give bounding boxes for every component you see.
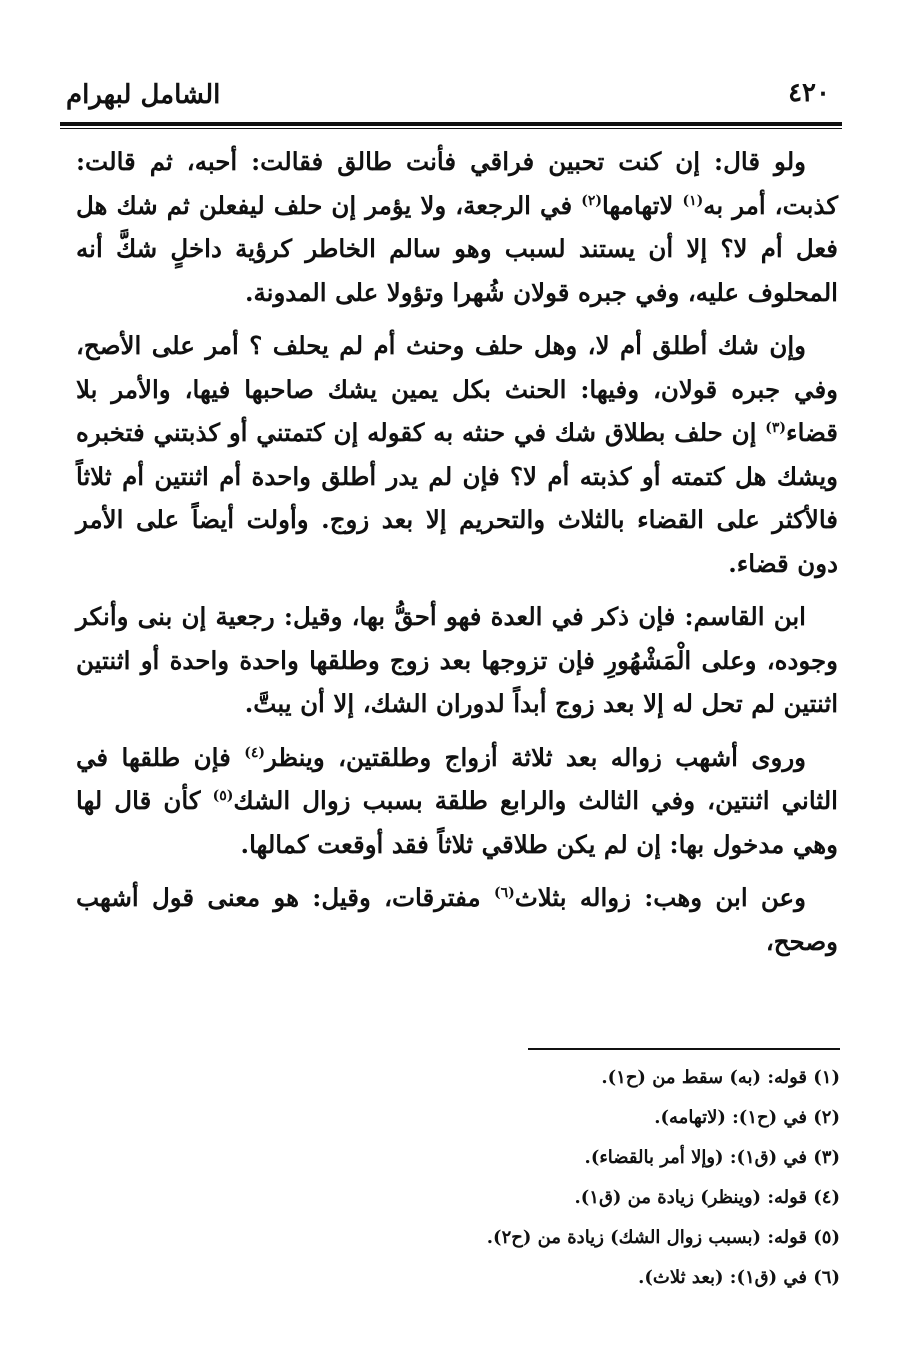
paragraph-text: ابن القاسم: فإن ذكر في العدة فهو أحقُّ بها، وقيل: رجعية إن بنى وأنكر وجوده، وعلى الْمَشْهُورِ فإن تزوجها بعد زوج وطلقها واحدة واحدة أو اثنتين اثنتين لم تحل له إلا بعد زوج أبداً لدوران الشك، إلا أن يبتَّ. xyxy=(76,602,838,718)
running-title: الشامل لبهرام xyxy=(66,80,221,110)
paragraph-text: وإن شك أطلق أم لا، وهل حلف وحنث أم لم يحلف ؟ أمر على الأصح، وفي جبره قولان، وفيها: الحنث بكل يمين يشك صاحبها فيها، والأمر بلا قضاء xyxy=(76,331,838,447)
footnote-separator xyxy=(528,1048,840,1050)
paragraph-text: ولو قال: إن كنت تحبين فراقي فأنت طالق فقالت: أحبه، ثم قالت: كذبت، أمر به xyxy=(76,147,838,220)
paragraph-text: وروى أشهب زواله بعد ثلاثة أزواج وطلقتين، وينظر xyxy=(265,742,806,772)
footnote-reference: (٣) xyxy=(765,419,787,436)
body-paragraph xyxy=(76,736,838,867)
footnote-item: (١) قوله: (به) سقط من (ح١). xyxy=(601,1067,840,1088)
footnote-reference: (٦) xyxy=(493,884,515,901)
footnote-item: (٥) قوله: (بسبب زوال الشك) زيادة من (ح٢). xyxy=(486,1227,840,1248)
paragraph-text: فإن طلقها في الثاني اثنتين، وفي الثالث والرابع طلقة بسبب زوال الشك xyxy=(76,742,838,815)
header-rule xyxy=(60,122,842,126)
footnote-item: (٢) في (ح١): (لاتهامه). xyxy=(654,1107,840,1128)
footnote-reference: (١) xyxy=(682,192,704,209)
paragraph-text: كأن قال لها وهي مدخول بها: إن لم يكن طلاقي ثلاثاً فقد أوقعت كمالها. xyxy=(76,786,838,859)
paragraph-text: إن حلف بطلاق شك في حنثه به كقوله إن كتمتني أو كذبتني فتخبره ويشك هل كتمته أو كذبته أم لا؟ فإن لم يدر أطلق واحدة أم اثنتين أم ثلاثاً فالأكثر على القضاء بالثلاث والتحريم إلا بعد زوج. وأولت أيضاً على الأمر دون قضاء. xyxy=(76,418,838,578)
footnote-item: (٤) قوله: (وينظر) زيادة من (ق١). xyxy=(574,1187,840,1208)
footnote-reference: (٥) xyxy=(212,787,234,804)
footnote-reference: (٤) xyxy=(244,744,266,761)
body-paragraph xyxy=(76,595,838,726)
page-header xyxy=(60,72,842,122)
main-text xyxy=(76,140,838,973)
paragraph-text: لاتهامها xyxy=(601,190,683,220)
footnotes xyxy=(300,1058,840,1298)
paragraph-text: مفترقات، وقيل: هو معنى قول أشهب وصحح، xyxy=(76,883,838,956)
paragraph-text: في الرجعة، ولا يؤمر إن حلف ليفعلن ثم شك هل فعل أم لا؟ إلا أن يستند لسبب وهو سالم الخاطر كرؤية داخلٍ شكَّ أنه المحلوف عليه، وفي جبره قولان شُهرا وتؤولا على المدونة. xyxy=(76,190,838,307)
body-paragraph xyxy=(76,324,838,585)
footnote-reference: (٢) xyxy=(581,192,602,209)
footnote-item: (٣) في (ق١): (وإلا أمر بالقضاء). xyxy=(584,1147,840,1168)
body-paragraph xyxy=(76,140,838,314)
page-number: ٤٢٠ xyxy=(788,78,830,108)
footnote-item: (٦) في (ق١): (بعد ثلاث). xyxy=(638,1267,840,1288)
header-rule-thin xyxy=(60,128,842,129)
paragraph-text: وعن ابن وهب: زواله بثلاث xyxy=(514,883,806,912)
body-paragraph xyxy=(76,876,838,963)
